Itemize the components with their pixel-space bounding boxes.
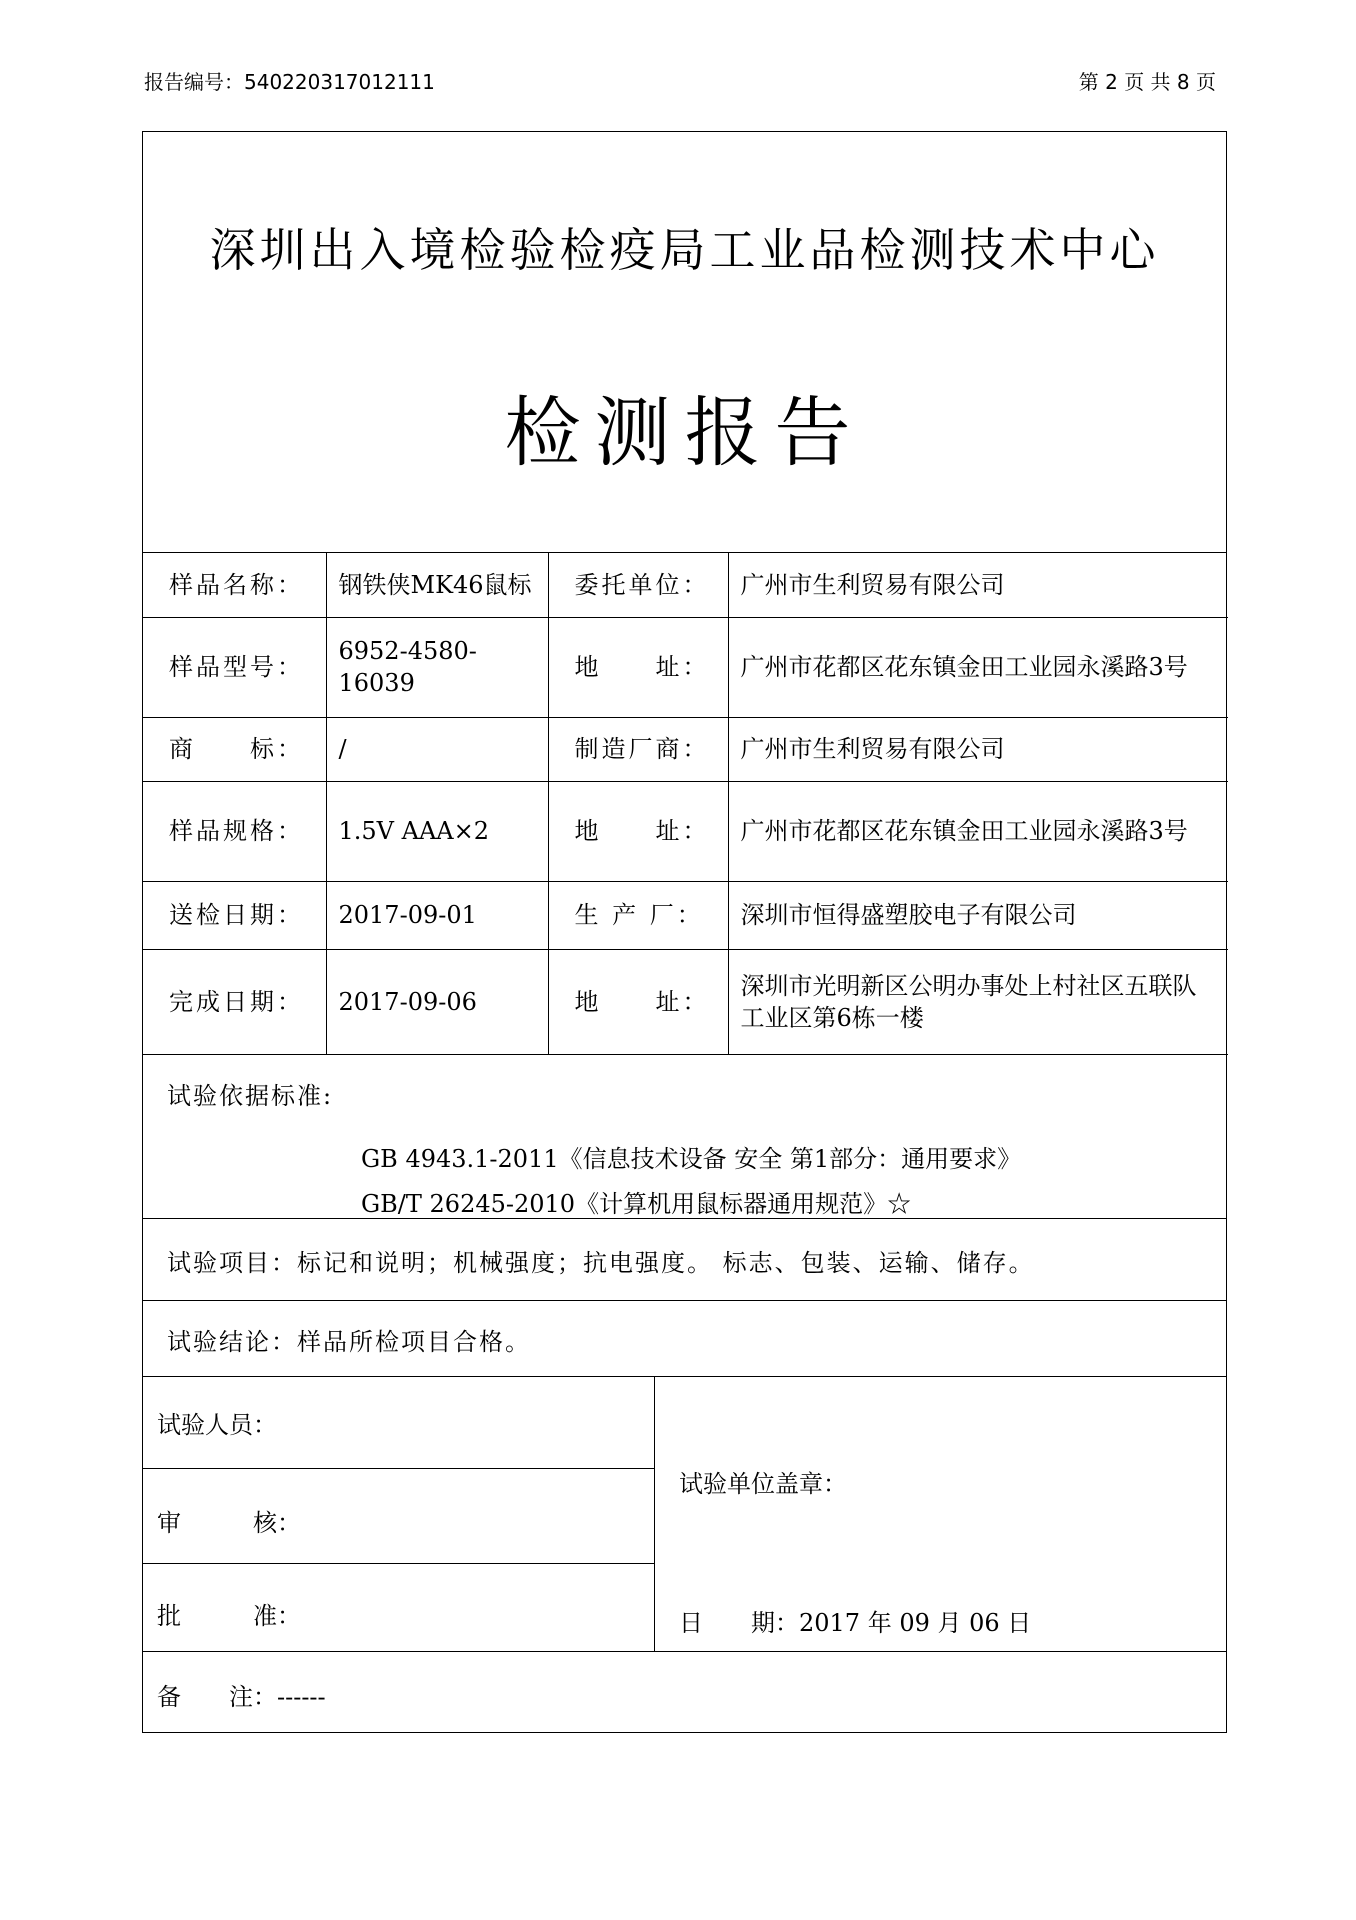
info-label: 委托单位：: [548, 553, 728, 617]
info-label: 地 址：: [548, 617, 728, 717]
signature-fields: [143, 1377, 655, 1651]
standard-item: GB/T 26245-2010《计算机用鼠标器通用规范》☆: [361, 1190, 912, 1218]
info-label: 样品规格：: [143, 781, 326, 881]
info-value: 广州市花都区花东镇金田工业园永溪路3号: [728, 617, 1228, 717]
organization-title: 深圳出入境检验检疫局工业品检测技术中心: [209, 223, 1160, 277]
table-row: [143, 553, 1228, 617]
conclusion-text: 试验结论：样品所检项目合格。: [167, 1328, 531, 1356]
sample-info-table: [143, 553, 1228, 1055]
info-value: 广州市花都区花东镇金田工业园永溪路3号: [728, 781, 1228, 881]
approver-row: [143, 1564, 654, 1652]
info-value: 2017-09-06: [326, 949, 548, 1054]
test-items-text: 试验项目：标记和说明；机械强度；抗电强度。 标志、包装、运输、储存。: [167, 1249, 1035, 1277]
info-label: 地 址：: [548, 781, 728, 881]
info-value: 钢铁侠MK46鼠标: [326, 553, 548, 617]
info-label: 完成日期：: [143, 949, 326, 1054]
info-value: 深圳市恒得盛塑胶电子有限公司: [728, 881, 1228, 949]
signature-section: [143, 1377, 1226, 1652]
report-date: 日 期：2017 年 09 月 06 日: [679, 1609, 1032, 1637]
info-label: 生 产 厂：: [548, 881, 728, 949]
test-items-section: [143, 1219, 1226, 1301]
reviewer-row: [143, 1469, 654, 1564]
info-value: 广州市生利贸易有限公司: [728, 717, 1228, 781]
report-number: 报告编号：540220317012111: [144, 70, 435, 94]
tester-row: [143, 1377, 654, 1469]
report-frame: [142, 131, 1227, 1733]
page-number: 第 2 页 共 8 页: [1078, 70, 1216, 94]
info-label: 地 址：: [548, 949, 728, 1054]
info-value: 广州市生利贸易有限公司: [728, 553, 1228, 617]
conclusion-section: [143, 1301, 1226, 1377]
title-block: [143, 132, 1226, 553]
report-title: 检测报告: [504, 388, 865, 477]
remark-section: [143, 1652, 1226, 1734]
table-row: [143, 617, 1228, 717]
tester-label: 试验人员：: [157, 1411, 277, 1439]
approver-label: 批 准：: [157, 1602, 301, 1630]
remark-text: 备 注：------: [157, 1683, 326, 1711]
info-label: 样品型号：: [143, 617, 326, 717]
info-value: 1.5V AAA×2: [326, 781, 548, 881]
seal-label: 试验单位盖章：: [679, 1470, 847, 1498]
page-header: [140, 66, 1216, 96]
info-label: 样品名称：: [143, 553, 326, 617]
reviewer-label: 审 核：: [157, 1509, 301, 1537]
info-value: /: [326, 717, 548, 781]
table-row: [143, 949, 1228, 1054]
table-row: [143, 717, 1228, 781]
table-row: [143, 781, 1228, 881]
info-label: 商 标：: [143, 717, 326, 781]
test-standards-label: 试验依据标准:: [167, 1082, 334, 1110]
test-standards-section: [143, 1054, 1226, 1219]
standard-item: GB 4943.1-2011《信息技术设备 安全 第1部分：通用要求》: [361, 1145, 1022, 1173]
info-label: 制造厂商：: [548, 717, 728, 781]
info-value: 6952-4580-16039: [326, 617, 548, 717]
info-value: 2017-09-01: [326, 881, 548, 949]
table-row: [143, 881, 1228, 949]
info-value: 深圳市光明新区公明办事处上村社区五联队工业区第6栋一楼: [728, 949, 1228, 1054]
info-label: 送检日期：: [143, 881, 326, 949]
